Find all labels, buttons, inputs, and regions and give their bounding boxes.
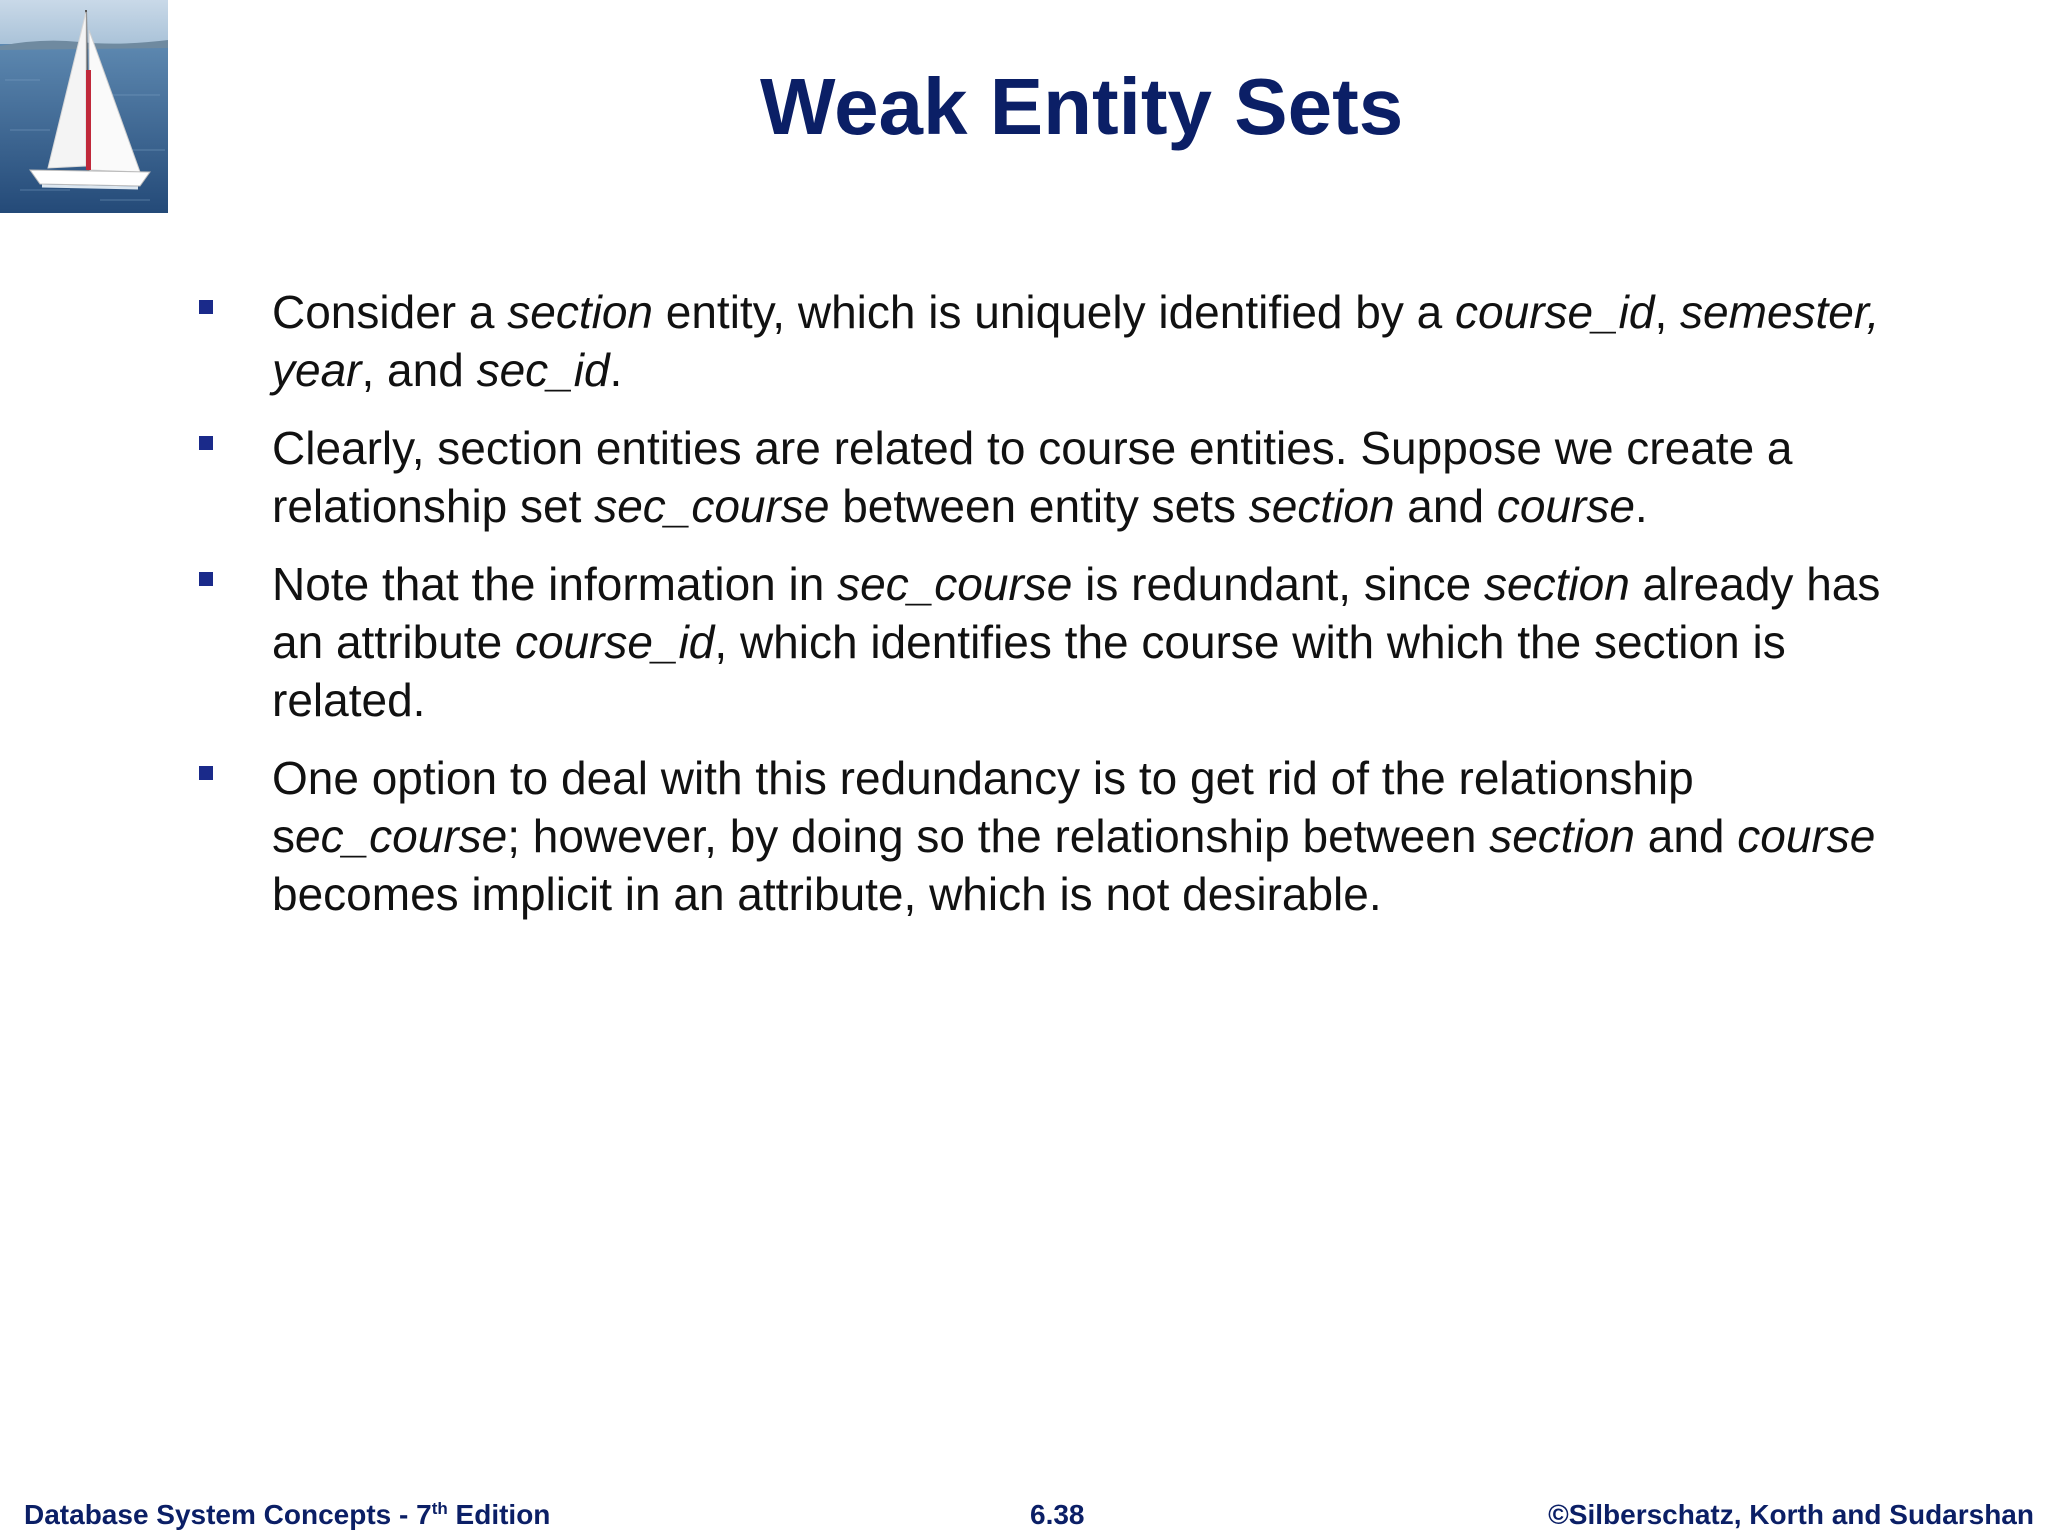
- bullet-text-segment: One option to deal with this redundancy is to get rid of the relationship s: [272, 752, 1694, 862]
- bullet-text-segment: ,: [1654, 286, 1681, 338]
- bullet-text-segment: is redundant, since: [1072, 558, 1485, 610]
- bullet-text: [272, 286, 1879, 396]
- square-bullet-icon: [199, 572, 213, 586]
- bullet-text-italic: course: [1737, 810, 1876, 862]
- square-bullet-icon: [199, 300, 213, 314]
- bullet-text-italic: ec_course: [295, 810, 508, 862]
- bullet-text: [272, 422, 1793, 532]
- bullet-text-italic: course: [1496, 480, 1635, 532]
- bullet-text-segment: Clearly, section entities are related to course entities. Suppose we create a relationship set: [272, 422, 1793, 532]
- bullet-text-italic: section: [1248, 480, 1395, 532]
- bullet-text-segment: ; however, by doing so the relationship between: [507, 810, 1490, 862]
- bullet-text-segment: Note that the information in: [272, 558, 838, 610]
- bullet-text-segment: entity, which is uniquely identified by a: [652, 286, 1456, 338]
- footer-copyright: ©Silberschatz, Korth and Sudarshan: [1548, 1499, 2034, 1530]
- bullet-text: [272, 558, 1880, 726]
- bullet-text-segment: and: [1394, 480, 1497, 532]
- bullet-text-italic: course_id: [1455, 286, 1655, 338]
- bullet-text-italic: sec_course: [837, 558, 1073, 610]
- bullet-text-italic: course_id: [514, 616, 715, 668]
- title-area: [0, 0, 2048, 200]
- footer-slide-number: 6.38: [1030, 1499, 1085, 1530]
- bullet-text-italic: sec_id: [476, 344, 610, 396]
- square-bullet-icon: [199, 436, 213, 450]
- bullet-text-italic: semester, year: [272, 286, 1880, 396]
- bullet-item: [195, 749, 1895, 923]
- bullet-text-segment: , and: [361, 344, 477, 396]
- bullet-item: [195, 555, 1895, 729]
- bullet-text-segment: .: [1634, 480, 1648, 532]
- footer: [0, 1498, 2048, 1532]
- bullet-text: [272, 752, 1875, 920]
- bullet-text-italic: sec_course: [594, 480, 830, 532]
- bullet-text-italic: section: [1484, 558, 1630, 610]
- bullet-text-segment: and: [1634, 810, 1738, 862]
- bullet-text-italic: section: [1489, 810, 1635, 862]
- footer-book-title-tail: Edition: [447, 1499, 551, 1530]
- bullet-item: [195, 283, 1895, 399]
- bullet-text-segment: between entity sets: [829, 480, 1249, 532]
- bullet-text-segment: becomes implicit in an attribute, which is not desirable.: [272, 868, 1382, 920]
- bullet-text-segment: Consider a: [272, 286, 508, 338]
- bullet-text-segment: already has an attribute: [272, 558, 1881, 668]
- footer-edition-superscript: th: [431, 1499, 448, 1518]
- bullet-item: [195, 419, 1895, 535]
- bullet-text-italic: section: [507, 286, 653, 338]
- bullet-text-segment: .: [609, 344, 623, 396]
- footer-book-title-main: Database System Concepts - 7: [24, 1499, 432, 1530]
- bullet-text-segment: , which identifies the course with which the section is related.: [272, 616, 1786, 726]
- slide-title: Weak Entity Sets: [760, 62, 1404, 151]
- bullet-list: [195, 283, 1895, 943]
- square-bullet-icon: [199, 766, 213, 780]
- footer-book-title: [24, 1498, 550, 1532]
